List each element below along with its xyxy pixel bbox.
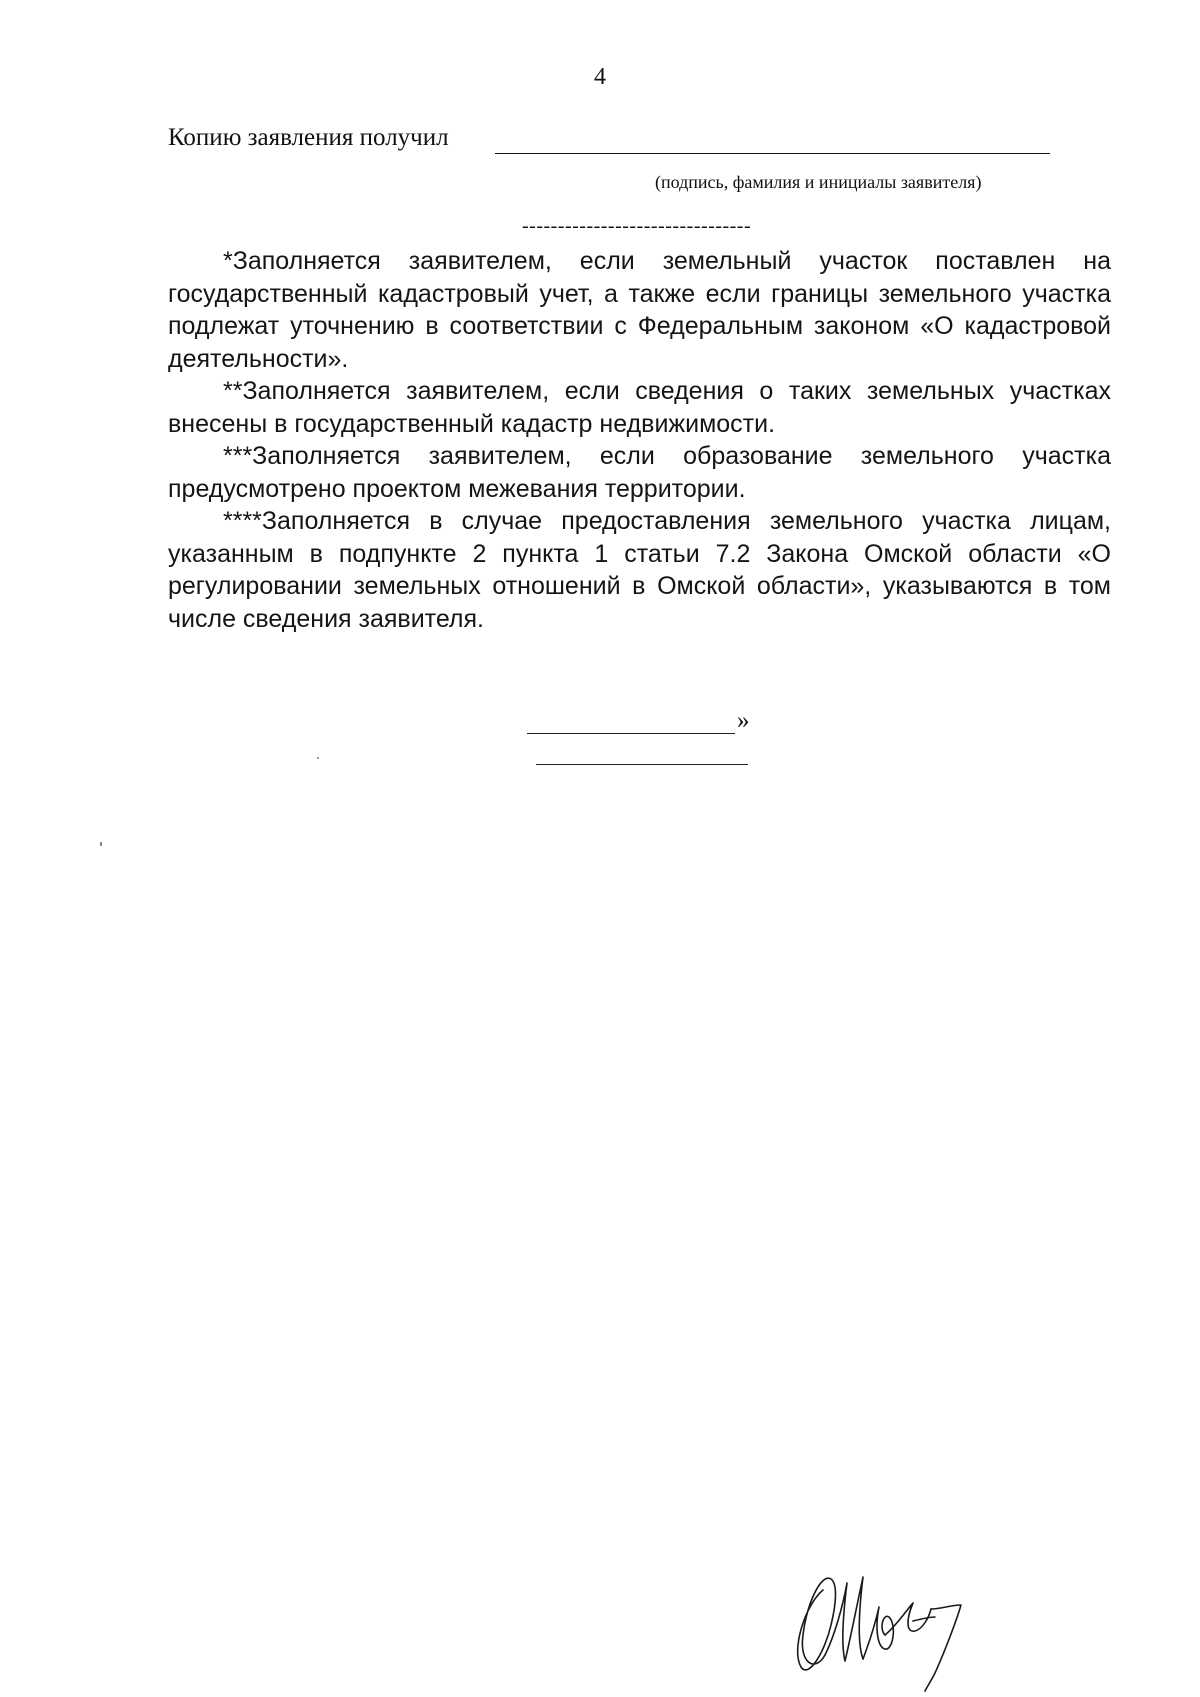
footnote-4: ****Заполняется в случае предоставления земельного участка лицам, указанным в подпункте 2 пункта 1 статьи 7.2 Закона Омской области «О регулировании земельных отношений в Омской области», указываются в том числе сведения заявителя. [168,507,1111,633]
closing-rule [536,764,748,765]
footnotes [168,245,1111,635]
footnote-2: **Заполняется заявителем, если сведения о таких земельных участках внесены в государственный кадастр недвижимости. [168,377,1111,438]
signature-icon [785,1555,985,1695]
closing-blank-line [527,733,735,734]
scan-speck [317,757,319,759]
scan-speck [100,842,102,846]
footnote-1: *Заполняется заявителем, если земельный участок поставлен на государственный кадастровый учет, а также если границы земельного участка подлежат уточнению в соответствии с Федеральным законом «О кадастровой деятельности». [168,247,1111,373]
footnote-separator: -------------------------------- [522,215,752,237]
copy-received-hint: (подпись, фамилия и инициалы заявителя) [655,172,982,192]
footnote-3: ***Заполняется заявителем, если образование земельного участка предусмотрено проектом межевания территории. [168,442,1111,503]
copy-received-label: Копию заявления получил [168,124,449,151]
page-number: 4 [594,64,606,90]
closing-quote: » [737,707,750,734]
copy-received-signature-line [495,153,1050,154]
